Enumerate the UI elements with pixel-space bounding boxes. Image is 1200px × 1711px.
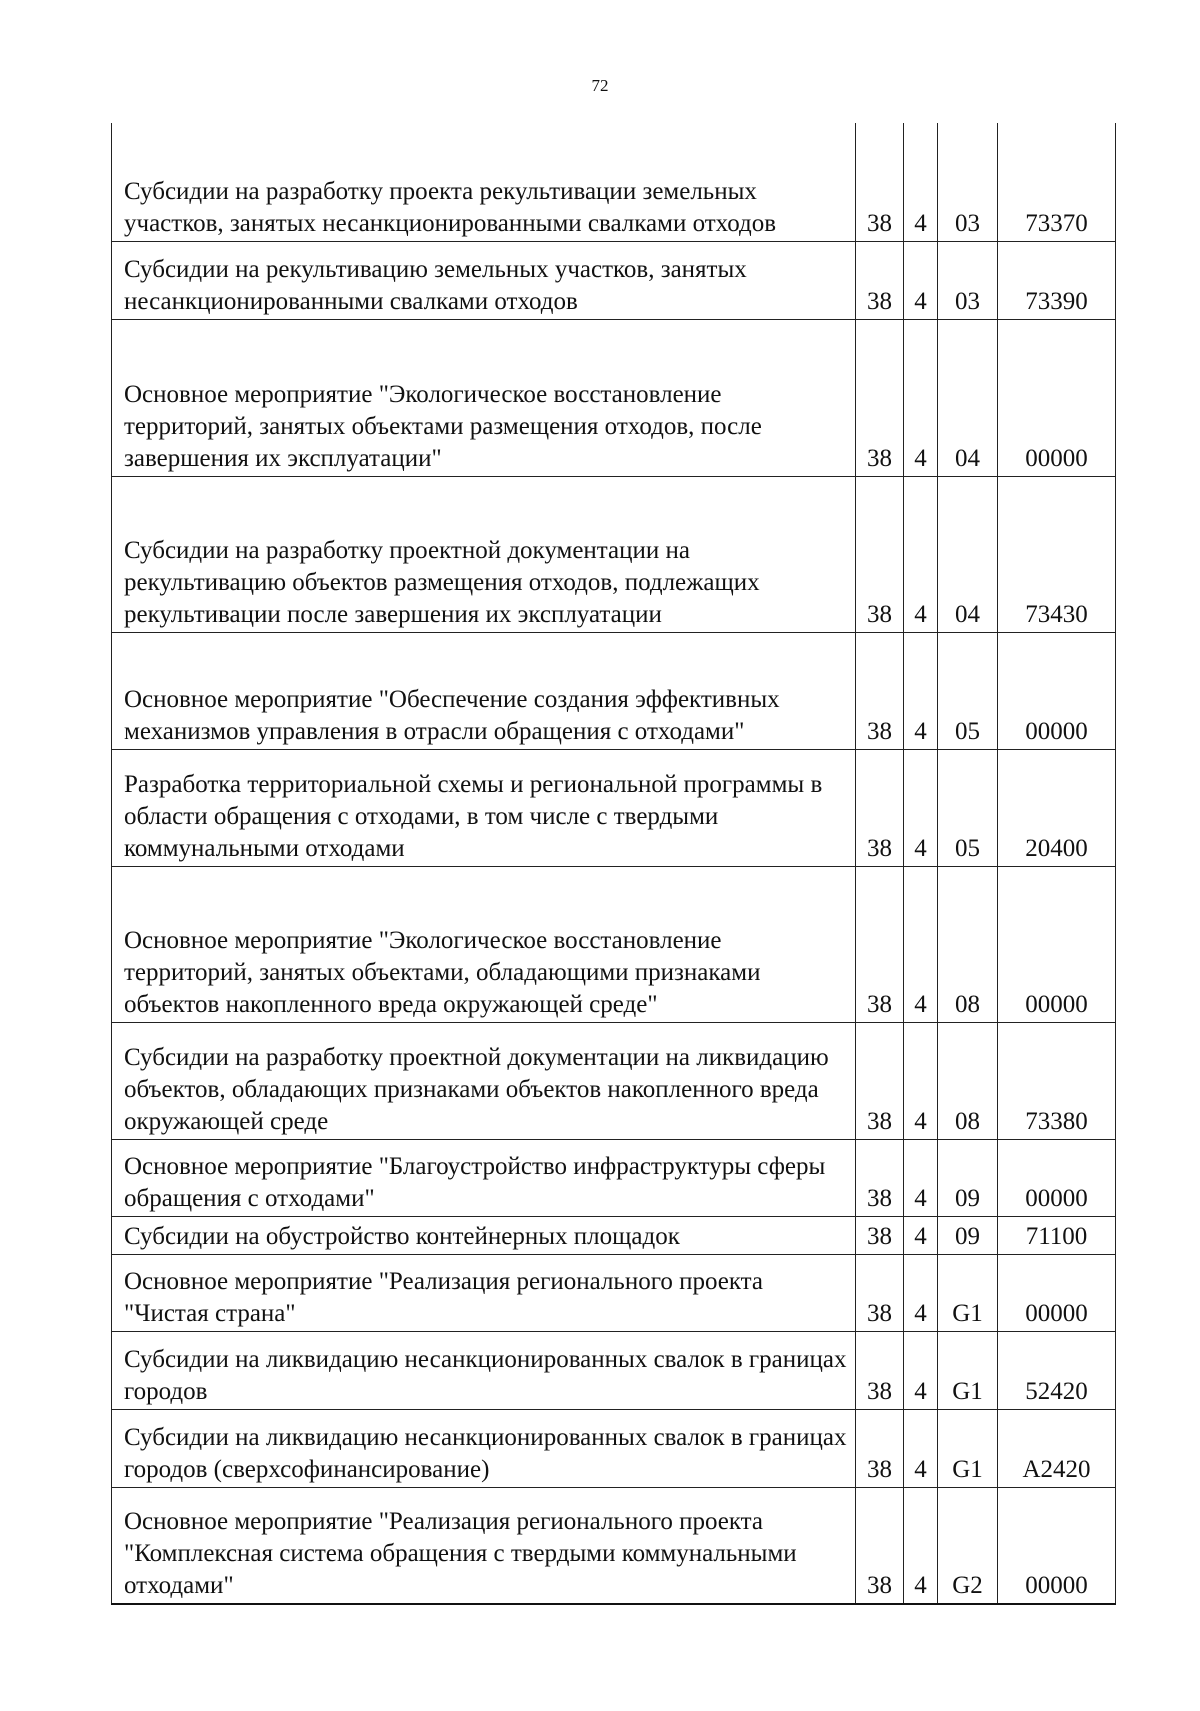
row-name: Основное мероприятие "Экологическое восстановление территорий, занятых объектами размещения отходов, после завершения их эксплуатации": [112, 319, 856, 476]
code-column-4: 73380: [998, 1022, 1116, 1139]
code-column-3: G1: [938, 1254, 998, 1331]
code-column-4: 00000: [998, 1139, 1116, 1216]
row-name: Основное мероприятие "Реализация регионального проекта "Чистая страна": [112, 1254, 856, 1331]
table-row: [112, 319, 1116, 476]
row-name: Основное мероприятие "Обеспечение создания эффективных механизмов управления в отрасли обращения с отходами": [112, 632, 856, 749]
code-column-1: 38: [856, 1139, 904, 1216]
table-row: [112, 123, 1116, 241]
row-name: Разработка территориальной схемы и региональной программы в области обращения с отходами, в том числе с твердыми коммунальными отходами: [112, 749, 856, 866]
code-column-1: 38: [856, 123, 904, 241]
page-number: 72: [591, 76, 609, 95]
code-column-3: 05: [938, 749, 998, 866]
row-name: Субсидии на разработку проектной документации на рекультивацию объектов размещения отходов, подлежащих рекультивации после завершения их эксплуатации: [112, 476, 856, 632]
code-column-4: 71100: [998, 1216, 1116, 1254]
row-name: Субсидии на обустройство контейнерных площадок: [112, 1216, 856, 1254]
row-name: Субсидии на рекультивацию земельных участков, занятых несанкционированными свалками отходов: [112, 241, 856, 319]
code-column-3: G2: [938, 1487, 998, 1604]
code-column-1: 38: [856, 866, 904, 1022]
code-column-3: 09: [938, 1216, 998, 1254]
code-column-2: 4: [904, 123, 938, 241]
table-row: [112, 1487, 1116, 1604]
code-column-1: 38: [856, 1409, 904, 1487]
code-column-4: 00000: [998, 1487, 1116, 1604]
table-row: [112, 476, 1116, 632]
code-column-2: 4: [904, 1331, 938, 1409]
table-row: [112, 241, 1116, 319]
code-column-1: 38: [856, 241, 904, 319]
budget-classification-table: [111, 123, 1116, 1605]
code-column-1: 38: [856, 632, 904, 749]
row-name: Основное мероприятие "Экологическое восстановление территорий, занятых объектами, обладающими признаками объектов накопленного вреда окружающей среде": [112, 866, 856, 1022]
table-row: [112, 1022, 1116, 1139]
table-row: [112, 749, 1116, 866]
code-column-3: 08: [938, 1022, 998, 1139]
code-column-4: 73390: [998, 241, 1116, 319]
row-name: Субсидии на ликвидацию несанкционированных свалок в границах городов: [112, 1331, 856, 1409]
code-column-2: 4: [904, 1487, 938, 1604]
code-column-3: 08: [938, 866, 998, 1022]
code-column-4: 00000: [998, 632, 1116, 749]
code-column-3: 09: [938, 1139, 998, 1216]
code-column-3: 05: [938, 632, 998, 749]
table-row: [112, 1331, 1116, 1409]
code-column-2: 4: [904, 1409, 938, 1487]
table-row: [112, 1254, 1116, 1331]
table-row: [112, 1139, 1116, 1216]
code-column-3: 04: [938, 476, 998, 632]
code-column-1: 38: [856, 1254, 904, 1331]
code-column-2: 4: [904, 866, 938, 1022]
code-column-2: 4: [904, 1022, 938, 1139]
row-name: Субсидии на ликвидацию несанкционированных свалок в границах городов (сверхсофинансирование): [112, 1409, 856, 1487]
code-column-4: 00000: [998, 1254, 1116, 1331]
code-column-1: 38: [856, 1331, 904, 1409]
code-column-2: 4: [904, 632, 938, 749]
code-column-3: G1: [938, 1331, 998, 1409]
row-name: Основное мероприятие "Реализация регионального проекта "Комплексная система обращения с твердыми коммунальными отходами": [112, 1487, 856, 1604]
code-column-3: 03: [938, 241, 998, 319]
code-column-3: 03: [938, 123, 998, 241]
code-column-4: 00000: [998, 866, 1116, 1022]
code-column-2: 4: [904, 1254, 938, 1331]
code-column-3: G1: [938, 1409, 998, 1487]
table-row: [112, 1216, 1116, 1254]
row-name: Основное мероприятие "Благоустройство инфраструктуры сферы обращения с отходами": [112, 1139, 856, 1216]
table-row: [112, 632, 1116, 749]
code-column-1: 38: [856, 749, 904, 866]
code-column-1: 38: [856, 1022, 904, 1139]
code-column-4: 20400: [998, 749, 1116, 866]
table-row: [112, 866, 1116, 1022]
code-column-4: A2420: [998, 1409, 1116, 1487]
code-column-2: 4: [904, 319, 938, 476]
code-column-1: 38: [856, 1216, 904, 1254]
code-column-2: 4: [904, 1139, 938, 1216]
code-column-2: 4: [904, 241, 938, 319]
code-column-4: 00000: [998, 319, 1116, 476]
code-column-4: 52420: [998, 1331, 1116, 1409]
table-row: [112, 1409, 1116, 1487]
code-column-4: 73430: [998, 476, 1116, 632]
code-column-2: 4: [904, 1216, 938, 1254]
code-column-2: 4: [904, 476, 938, 632]
code-column-4: 73370: [998, 123, 1116, 241]
code-column-1: 38: [856, 319, 904, 476]
code-column-1: 38: [856, 476, 904, 632]
code-column-2: 4: [904, 749, 938, 866]
code-column-1: 38: [856, 1487, 904, 1604]
row-name: Субсидии на разработку проекта рекультивации земельных участков, занятых несанкционированными свалками отходов: [112, 123, 856, 241]
code-column-3: 04: [938, 319, 998, 476]
row-name: Субсидии на разработку проектной документации на ликвидацию объектов, обладающих признаками объектов накопленного вреда окружающей среде: [112, 1022, 856, 1139]
